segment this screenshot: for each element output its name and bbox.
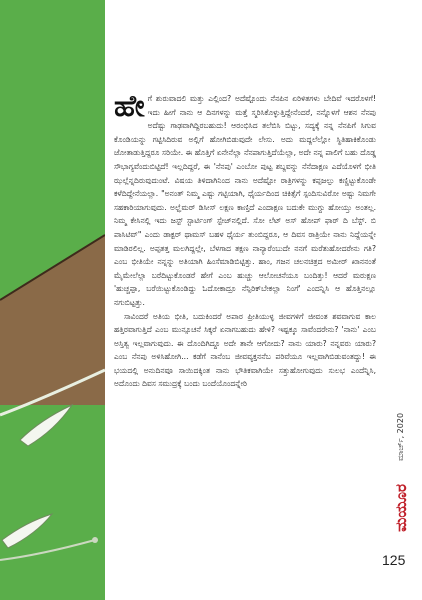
- article-paragraph: [114, 89, 376, 310]
- page-number: 125: [382, 552, 406, 568]
- stem-node: [92, 537, 98, 543]
- issue-date-text: ಮಾರ್ಚ್, 2020: [396, 412, 406, 462]
- magazine-logo-text: ಮಯೂರ: [392, 484, 410, 532]
- magazine-logo: [392, 478, 410, 538]
- drop-cap: ಹೇ: [114, 89, 145, 124]
- paragraph-text: ಸಾವಿಂದರೆ ಅತಿಯ ಭೀತಿ, ಬದುಕಿಂದರೆ ಅಪಾರ ಪ್ರೀತಿಯುಳ್ಳ ಜೀವಗಳಿಗೆ ಜೀವಂತ ಶವವಾಗುವ ಕಾಲ ಹತ್ತಿರವಾಗುತ್ತಿದೆ ಎಂಬ ಮುನ್ಸೂಚನೆ ಸಿಕ್ಕರೆ ಏನಾಗಬಹುದು ಹೇಳಿ? ಇಷ್ಟಕ್ಕೂ ಸಾವೆಂದರೇನು? 'ನಾನು' ಎಂಬ ಅಸ್ತಿತ್ವ ಇಲ್ಲವಾಗುವುದು. ಈ ದೊಂದಿಗಿದ್ದೂ ಅದೇ ತಾನೇ ಆಗೋದು? ನಾನು ಯಾರು? ನನ್ನವರು ಯಾರು? ಎಂಬ ನೆನಪು ಅಳಿಸಿಹೋಗಿ... ಕಡೆಗೆ ನಾನೆಂಬ ಜೀವವ್ಯಕ್ತನನೆಬ ಪರಿವೆಯೂ ಇಲ್ಲವಾಗಿಬಿಡುವಂತದ್ದು! ಈ ಭಯದಲ್ಲಿ ಅನುದಿನವೂ ಸಾಯಿದಕ್ಕಿಂತ ನಾನು ಭೌತಿಕವಾಗಿಯೇ ಸತ್ತುಹೋಗುವುದು ಸುಲಭ ಎಂದೆನ್ನಿಸಿ, ಅದೊಂದು ದಿವಸ ಸಮುದ್ರಕ್ಕೆ ಬಂದು ಬಂದೆಯೊಂದನ್ನೇರಿ: [114, 311, 376, 389]
- article-body: [114, 89, 376, 391]
- decorative-illustration: [0, 0, 105, 600]
- issue-date: [392, 402, 410, 472]
- illustration-panel: [0, 0, 105, 600]
- paragraph-text: ಗೆ ಶುರುವಾದಲಿ ಮತ್ತು ಎಲ್ಲಿಂದ? ಅದೆಷ್ಟೊಂದು ನೆನಪಿನ ಏರಿಳಿತಗಳು ಬೇದಿವೆ ಇದರೊಳಗೆ! ಇದು ಹೀಗೆ ನಾನು ಆ ದಿನಗಳನ್ನು ಮತ್ತೆ ಸ್ಮರಿಸಿಕೊಳ್ಳುತ್ತಿದ್ದೇನೆಂದರೆ, ನನ್ನೊಳಗೆ ಆಶನ ನೆನಪು ಅದೆಷ್ಟು ಗಾಢವಾಗಿದ್ದಿರಬಹುದು! ಆರಂಭಿಸಿದ ತಲೆಬಿಸಿ ಬಿಟ್ಟು, ಸದ್ಯಕ್ಕೆ ನನ್ನ ನೆನಪಿಗೆ ಸಿಗುವ ಕೊಂಡಿಯನ್ನು ಗಟ್ಟಿಸಿದಿರುವ ಅಲ್ಲಿಗೆ ಹೋಗಿಬಿಡುವುದೇ ಲೇಸು. ಅದು ಮದ್ದಲೆಲ್ಲೋ ಸ್ಥಿತಿಹಾಕಿಕೊಂಡು ಜೋತಾಡುತ್ತಿದ್ದರೂ ಸರಿಯೇ. ಈ ಹೊತ್ತಿಗೆ ಏನೇನೆಲ್ಲಾ ನೆನಪಾಗುತ್ತಿದೆಯೆಲ್ಲಾ, ಅದೇ ನನ್ನ ಪಾಲಿಗೆ ಬಹು ದೊಡ್ಡ ಸೌಭಾಗ್ಯವೆಂದುಬಿಟ್ಟಿದೆ! ಇಲ್ಲದಿದ್ದರೆ, ಈ 'ನೆನಪು' ಎಂಬೋ ಪುಟ್ಟ ಶಬ್ದವನ್ನು ನೆನೆದಾಕ್ಷಣ ಎದೆಯೊಳಗೆ ಭೀತಿ ಝಲ್ಲೆನ್ನದಿರುವುದುಂಟೆ. ವಿಷಯ ತಿಳಿದಾಗಿನಿಂದ ನಾನು ಅದೆಷ್ಟೋ ರಾತ್ರಿಗಳನ್ನು ಕಪ್ಪಜಲ್ಪು ಕಣ್ಣಿಟ್ಟುಕೊಂಡೇ ಕಳೆದಿದ್ದೇನೆಯಲ್ಲಾ. "ಅನಂತ್ ನಿಮ್ಮ ಎಷ್ಟು ಗಟ್ಟಿಯಾಗಿ, ಧೈರ್ಯದಿಂದ ಚಿಕಿತ್ಸೆಗೆ ಸ್ಪಂದಿಸುವಿರೋ ಅಷ್ಟು ನಿಮಗೇ ಸಹಕಾರಿಯಾಗುವುದು. ಅಲ್ಝೆಮರ್ ಡಿಸೀಸ್ ಲಕ್ಷಣ ಕಾಣ್ತಿದೆ ಎಂದಾಕ್ಷಣ ಬದುಕೇ ಮುಗ್ದು ಹೋಯ್ತು ಅಂತಲ್ಲ. ನಿಮ್ಮ ಕೇಸಿನಲ್ಲಿ ಇದು ಜಸ್ಟ್ ಸ್ಟಾರ್ಟಿಂಗ್ ಸ್ಟೇಜ್‌ನಲ್ಲಿದೆ. ಸೋ ಲೆಟ್ ಅಸ್ ಹೋಪ್ ಫಾರ್ ದಿ ಬೆಸ್ಟ್. ಬಿ ಪಾಸಿಟಿವ್" ಎಂದು ಡಾಕ್ಟರ್ ಥಾಮಸ್ ಬಹಳ ಧೈರ್ಯ ತುಂಬಿದ್ದರೂ, ಆ ದಿವಸ ರಾತ್ರಿಯೇ ನಾನು ನಿದ್ದೆಯನ್ನೇ ಮಾಡಿರಲಿಲ್ಲ. ಅಪ್ಪತತ್ತ ಮಲಗಿದ್ದಲ್ಲೇ, ಬೆಳಗಾದ ತಕ್ಷಣ ನಾನ್ಯಾರೆಂಬುದೇ ನನಗೆ ಮರೆತುಹೋದರೇನು ಗತಿ? ಎಂಬ ಭೀತಿಯೇ ನನ್ನನ್ನು ಅತಿಯಾಗಿ ಹಿಂಸೆಮಾಡಿಬಿಟ್ಟಿತ್ತು. ಹಾಂ, ಗಜನ ಚಲನಚಿತ್ರದ ಅಮೀರ್ ಖಾನನಂತೆ ಮೈಮೇಲೆಲ್ಲಾ ಬರೆದಿಟ್ಟುಕೊಂಡರೆ ಹೇಗೆ ಎಂಬ ಹುಚ್ಚು ಆಲೋಚನೆಯೂ ಬಂದಿತ್ತು! ಆದರೆ ಮರುಕ್ಷಣ 'ಹುಚ್ಚಪ್ಪಾ, ಬರೆಯಿಟ್ಟುಕೊಂಡಿದ್ದು ಓದೋಕಾದ್ರೂ ನೆನ್ಪಿರಿಕ್‌ಬೇಕಲ್ಲಾ ನಿಂಗೆ' ಎಂದನ್ನಿಸಿ ಆ ಹೊತ್ತಿನಲ್ಲೂ ನಗುಬಿಟ್ಟತ್ತು.: [114, 94, 376, 307]
- article-paragraph: [114, 310, 376, 392]
